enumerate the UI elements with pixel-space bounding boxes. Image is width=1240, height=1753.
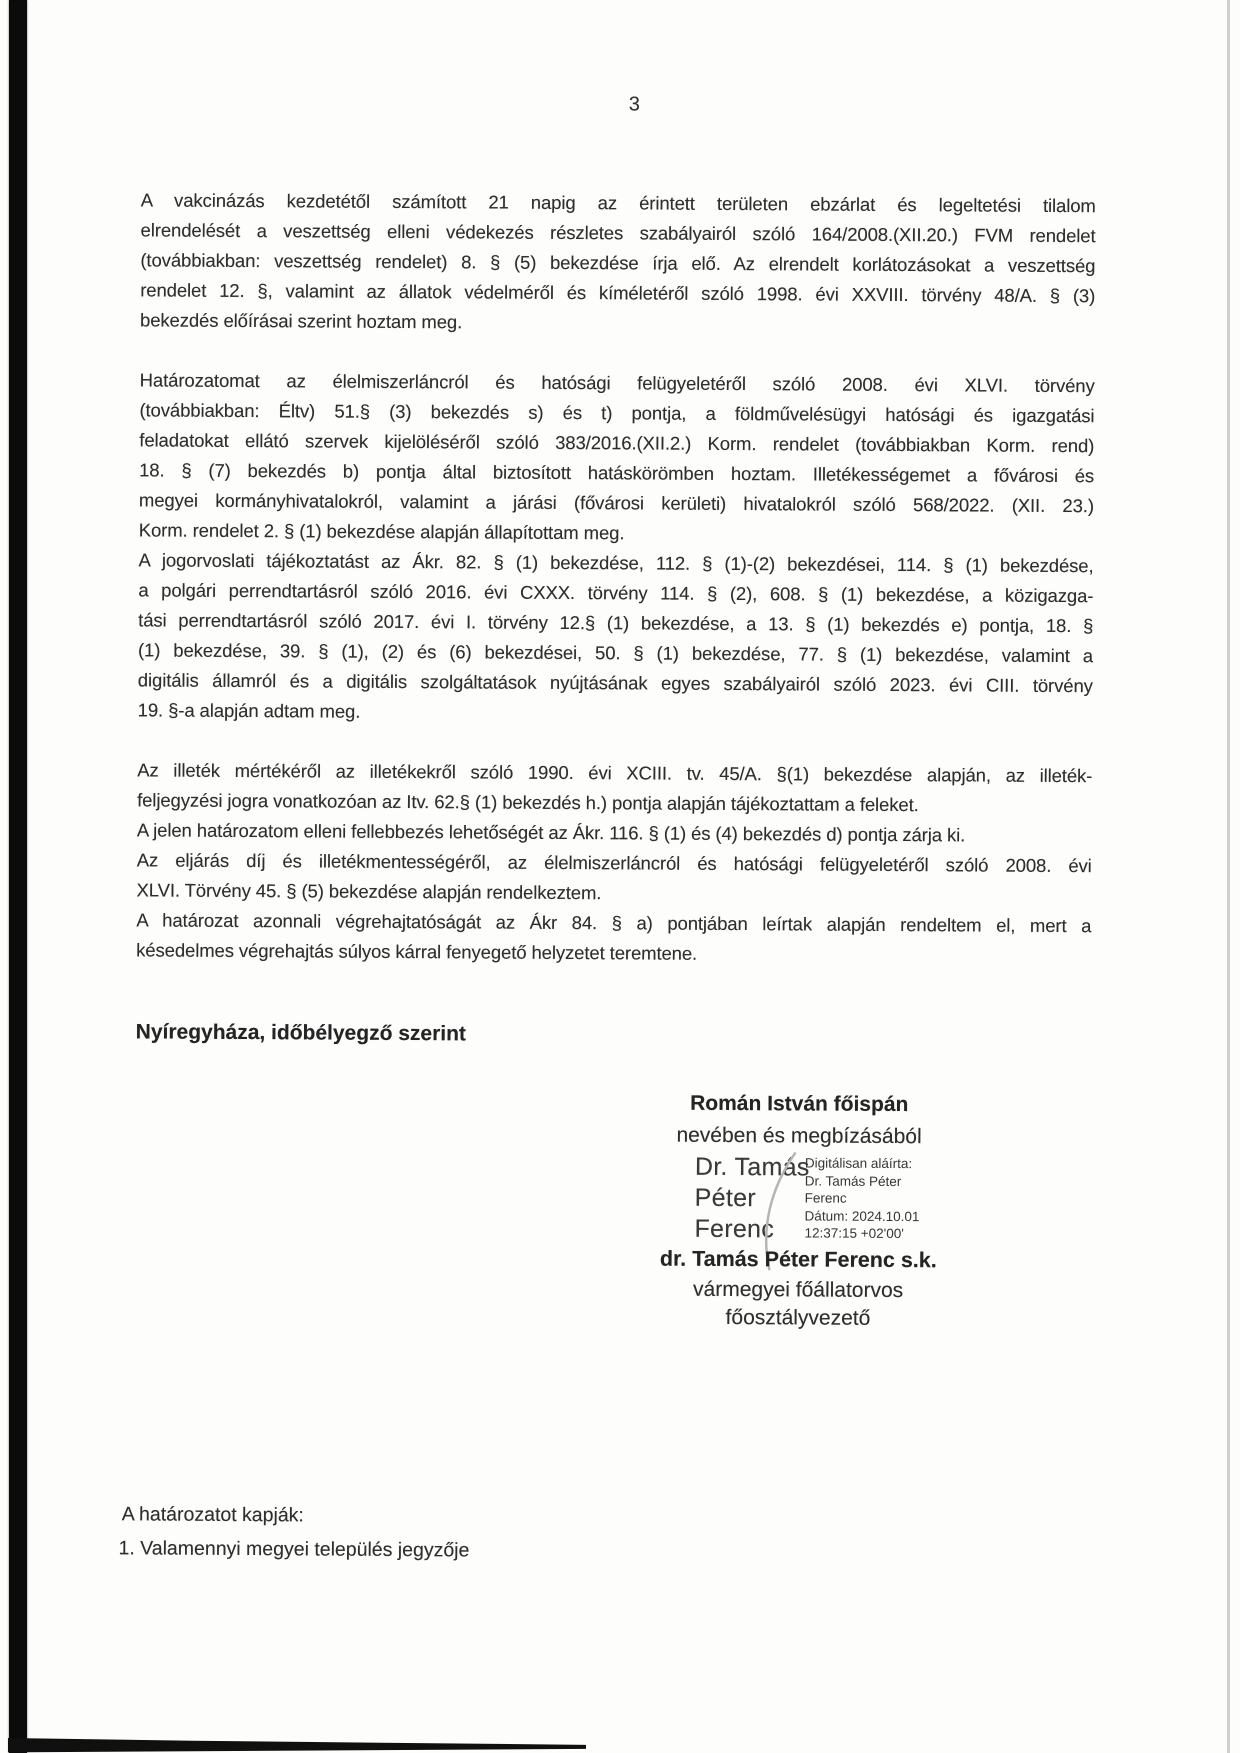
paragraph-line: elrendelését a veszettség elleni védekezés részletes szabályairól szóló 164/2008.(XII.20.) FVM rendelet [140,219,1096,247]
digital-signature-detail-line: 12:37:15 +02'00' [804,1225,904,1242]
digital-signature-name-line: Péter [694,1183,757,1213]
signed-name: dr. Tamás Péter Ferenc s.k. [659,1246,937,1273]
paragraph-line: (továbbiakban: veszettség rendelet) 8. § (5) bekezdése írja elő. Az elrendelt korlátozásokat a veszettség [140,249,1096,277]
paragraph-line: 19. §-a alapján adtam meg. [137,699,361,722]
paragraph-line: bekezdés előírásai szerint hoztam meg. [139,309,463,333]
paragraph-line: a polgári perrendtartásról szóló 2016. évi CXXX. törvény 114. § (2), 608. § (1) bekezdése, a közigazga- [138,579,1094,607]
paragraph-line: A határozat azonnali végrehajtatóságát az Ákr 84. § a) pontjában leírtak alapján rendeltem el, mert a [136,909,1092,937]
paragraph-line: tási perrendtartásról szóló 2017. évi I. törvény 12.§ (1) bekezdése, a 13. § (1) bekezdés e) pontja, 18. § [138,609,1094,637]
digital-signature-details [804,1154,919,1242]
signature-principal-name: Román István főispán [690,1091,909,1117]
body-paragraphs [136,185,1096,1001]
paragraph-line: 18. § (7) bekezdés b) pontja által biztosított hatáskörömben hoztam. Illetékességemet a fővárosi és [139,459,1095,487]
paragraph-line: Az eljárás díj és illetékmentességéről, az élelmiszerláncról és hatósági felügyeletéről szóló 2008. évi [136,849,1092,877]
digital-signature-name-line: Dr. Tamás [694,1152,810,1182]
signature-on-behalf-text: nevében és megbízásából [676,1123,922,1149]
paragraph [140,185,1096,341]
distribution-list [118,1533,469,1565]
signer-role-line2: főosztályvezető [725,1305,871,1330]
distribution-item: 1. Valamennyi megyei település jegyzője [118,1537,470,1562]
page-number: 3 [628,93,641,116]
paragraph [136,755,1092,971]
paragraph-line: rendelet 12. §, valamint az állatok védelméről és kíméletéről szóló 1998. évi XXVIII. törvény 48/A. § (3) [140,279,1096,307]
paragraph-line: (továbbiakban: Éltv) 51.§ (3) bekezdés s) és t) pontja, a földművelésügyi hatósági és igazgatási [139,399,1095,427]
paragraph-line: feladatokat ellátó szervek kijelöléséről szóló 383/2016.(XII.2.) Korm. rendelet (továbbiakban Korm. rend) [139,429,1095,457]
paragraph-line: A jelen határozatom elleni fellebbezés lehetőségét az Ákr. 116. § (1) és (4) bekezdés d) pontja zárja ki. [136,819,966,846]
digital-signature-detail-line: Dr. Tamás Péter [804,1172,902,1189]
paragraph-line: XLVI. Törvény 45. § (5) bekezdése alapján rendelkeztem. [136,879,602,904]
digital-signature-name-line: Ferenc [694,1214,775,1244]
paragraph-line: (1) bekezdése, 39. § (1), (2) és (6) bekezdései, 50. § (1) bekezdése, 77. § (1) bekezdése, valamint a [137,639,1094,667]
distribution-heading: A határozatot kapják: [121,1503,304,1527]
paragraph-line: megyei kormányhivatalokról, valamint a járási (fővárosi kerületi) hivatalokról szóló 568/2022. (XII. 23.) [138,489,1094,517]
paragraph-line: feljegyzési jogra vonatkozóan az Itv. 62.§ (1) bekezdés h.) pontja alapján tájékoztattam a feleket. [137,789,919,816]
paragraph-line: digitális államról és a digitális szolgáltatások nyújtásának egyes szabályairól szóló 2023. évi CIII. törvény [137,669,1093,697]
digital-signature-detail-line: Digitálisan aláírta: [804,1155,913,1172]
paragraph-line: Korm. rendelet 2. § (1) bekezdése alapján állapítottam meg. [138,519,625,544]
paragraph-line: késedelmes végrehajtás súlyos kárral fenyegető helyzetet teremtene. [136,939,698,964]
paragraph [138,365,1095,731]
paragraph-line: Az illeték mértékéről az illetékekről szóló 1990. évi XCIII. tv. 45/A. §(1) bekezdése alapján, az illeték- [137,759,1093,787]
dateline: Nyíregyháza, időbélyegző szerint [135,1020,467,1046]
signer-role-line1: vármegyei főállatorvos [693,1277,904,1303]
paragraph-line: A jogorvoslati tájékoztatást az Ákr. 82. § (1) bekezdése, 112. § (1)-(2) bekezdései, 114. § (1) bekezdése, [138,549,1094,577]
digital-signature-detail-line: Ferenc [804,1190,847,1206]
digital-signature-detail-line: Dátum: 2024.10.01 [804,1207,920,1224]
paragraph-line: A vakcinázás kezdetétől számított 21 napig az érintett területen ebzárlat és legeltetési tilalom [140,189,1096,217]
paragraph-line: Határozatomat az élelmiszerláncról és hatósági felügyeletéről szóló 2008. évi XLVI. törvény [139,369,1095,397]
